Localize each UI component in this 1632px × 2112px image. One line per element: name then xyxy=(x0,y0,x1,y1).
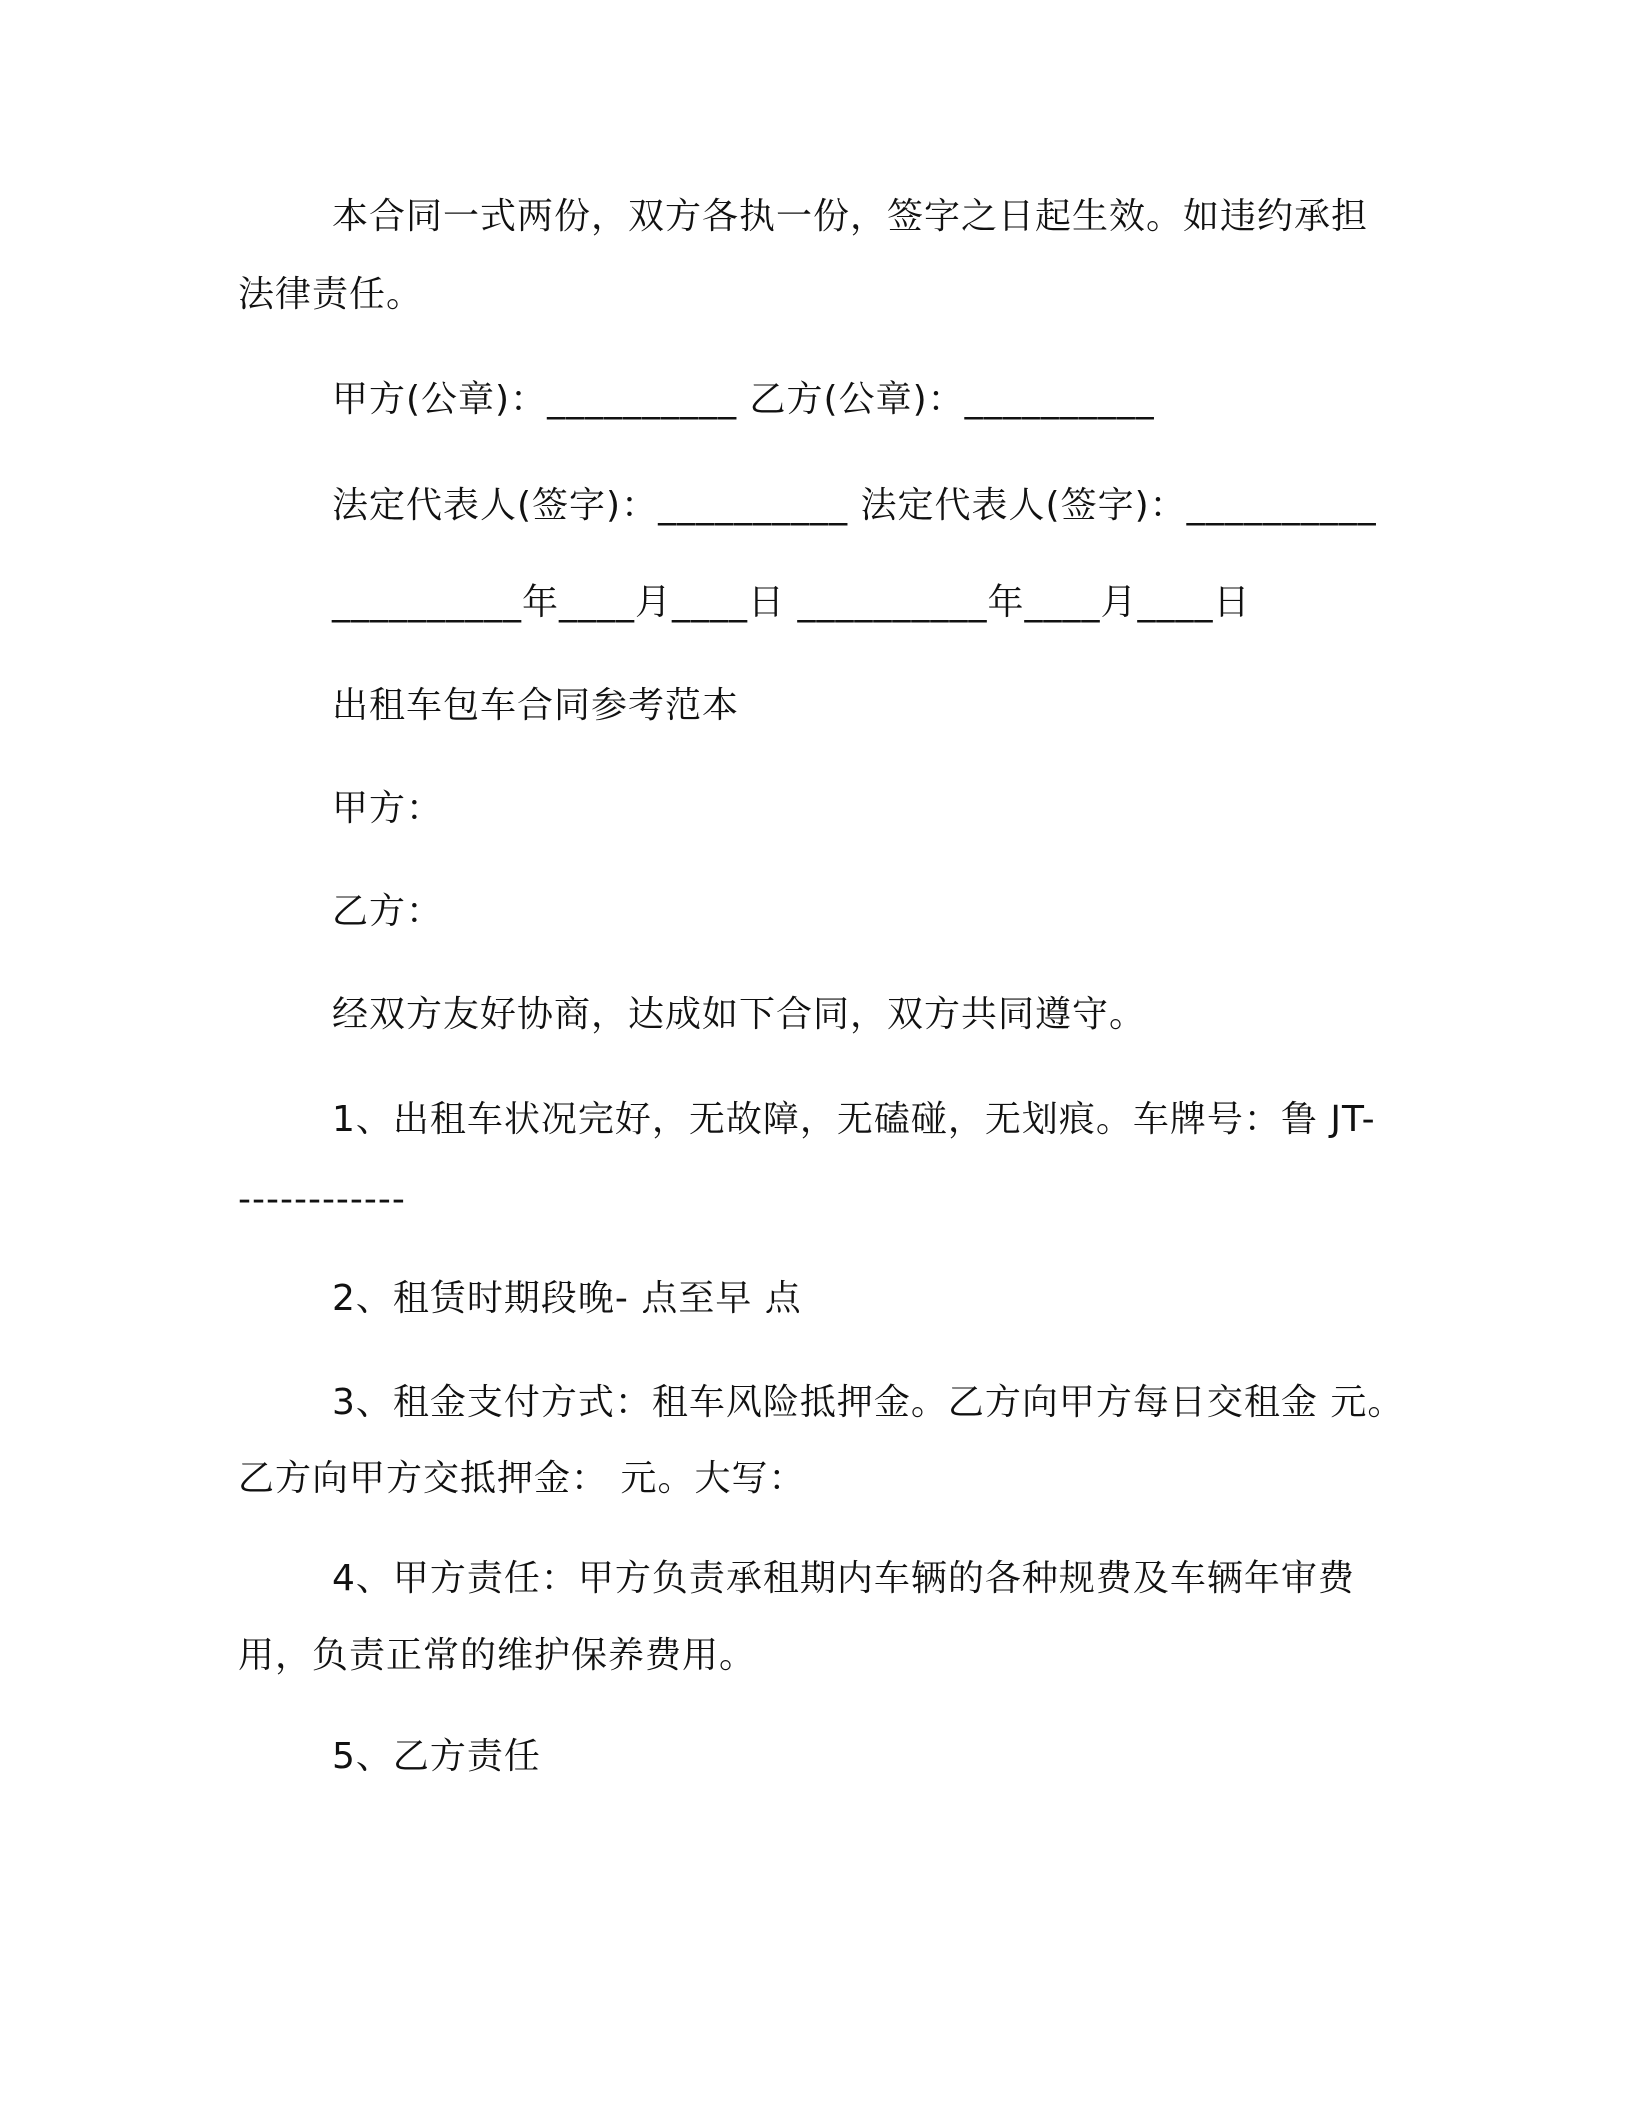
clause-5: 5、乙方责任 xyxy=(332,1736,541,1777)
document-title: 出租车包车合同参考范本 xyxy=(332,685,740,726)
party-b-label: 乙方： xyxy=(332,891,444,932)
clause-4-line-1: 4、甲方责任：甲方负责承租期内车辆的各种规费及车辆年审费 xyxy=(332,1558,1355,1599)
paragraph-effect-clause-line-1: 本合同一式两份，双方各执一份，签字之日起生效。如违约承担 xyxy=(332,196,1369,237)
clause-1-line-1: 1、出租车状况完好，无故障，无磕碰，无划痕。车牌号：鲁 JT- xyxy=(332,1099,1376,1140)
clause-1-line-2: ------------ xyxy=(238,1179,406,1220)
legal-representative-line: 法定代表人(签字)：__________ 法定代表人(签字)：__________ xyxy=(332,485,1377,526)
clause-3-line-1: 3、租金支付方式：租车风险抵押金。乙方向甲方每日交租金 元。 xyxy=(332,1382,1405,1423)
paragraph-effect-clause-line-2: 法律责任。 xyxy=(238,274,424,315)
date-line: __________年____月____日 __________年____月____日 xyxy=(332,582,1251,623)
agreement-intro: 经双方友好协商，达成如下合同，双方共同遵守。 xyxy=(332,994,1147,1035)
clause-4-line-2: 用，负责正常的维护保养费用。 xyxy=(238,1635,757,1676)
clause-2: 2、租赁时期段晚- 点至早 点 xyxy=(332,1278,802,1319)
party-seal-line: 甲方(公章)：__________ 乙方(公章)：__________ xyxy=(332,379,1155,420)
party-a-label: 甲方： xyxy=(332,788,444,829)
clause-3-line-2: 乙方向甲方交抵押金： 元。大写： xyxy=(238,1458,806,1499)
